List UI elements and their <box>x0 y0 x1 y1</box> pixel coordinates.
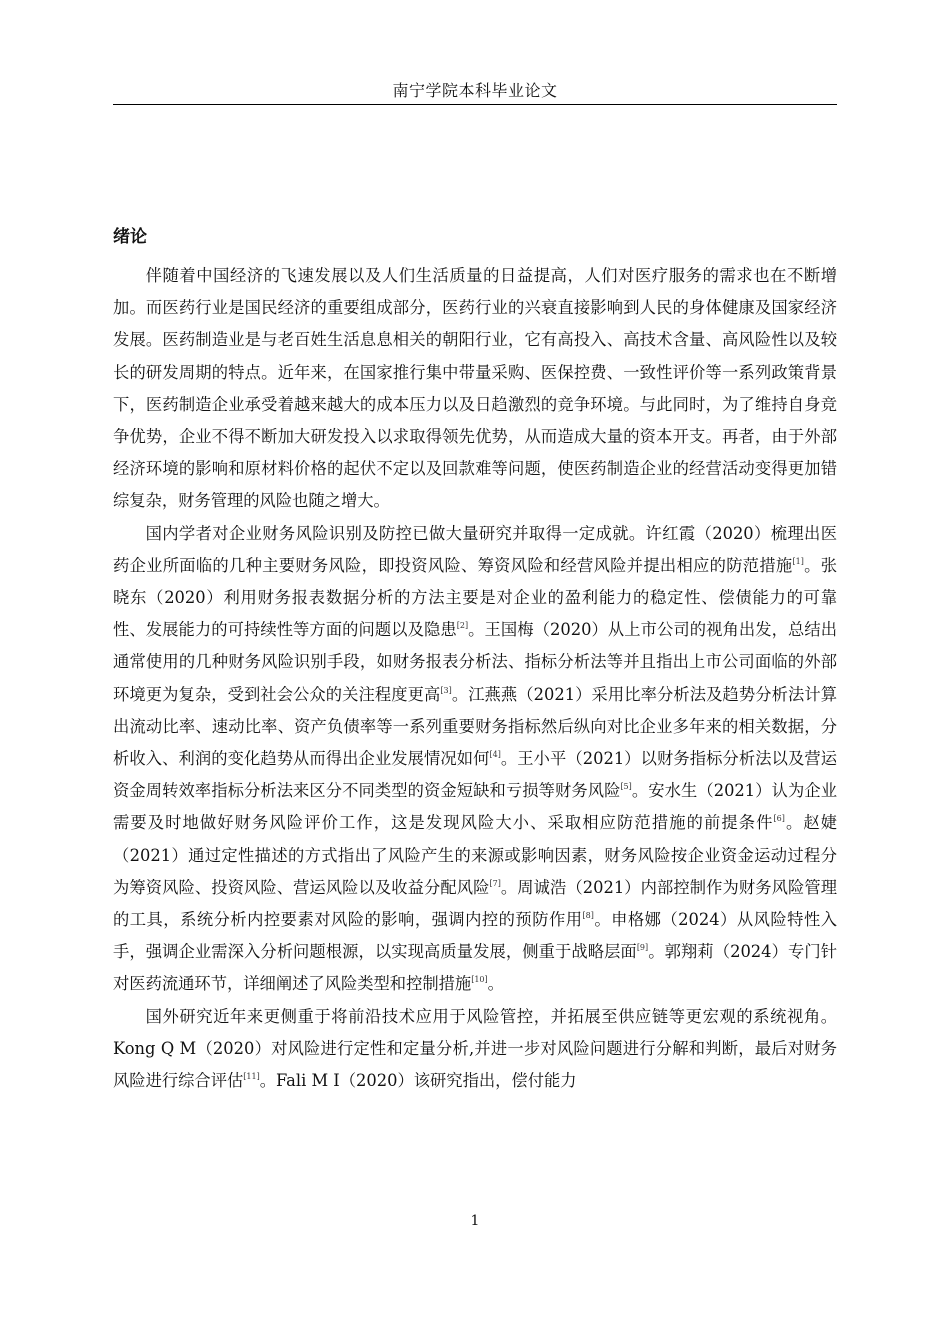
citation-ref: [2] <box>456 621 469 631</box>
citation-ref: [5] <box>620 782 632 792</box>
text-run: 。王国梅（2020）从上市公司的视角出发，总结出通常使用的几种财务风险识别手段，如财务报表分析法、指标分析法等并且指出上市公司面临的外部环境更为复杂，受到社会公众的关注程度更高 <box>113 620 837 704</box>
citation-ref: [6] <box>773 814 785 824</box>
text-run: 。申格娜（2024）从风险特性入手，强调企业需深入分析问题根源，以实现高质量发展，侧重于战略层面 <box>113 910 837 962</box>
paragraph <box>113 518 837 1001</box>
text-run: 。郭翔莉（2024）专门针对医药流通环节，详细阐述了风险类型和控制措施 <box>113 942 837 994</box>
header-rule <box>113 104 837 105</box>
paragraph <box>113 260 837 518</box>
citation-ref: [11] <box>243 1072 260 1082</box>
running-header: 南宁学院本科毕业论文 <box>392 81 558 100</box>
citation-ref: [1] <box>792 556 804 566</box>
section-title: 绪论 <box>113 227 147 247</box>
citation-ref: [8] <box>582 911 594 921</box>
text-run: 国外研究近年来更侧重于将前沿技术应用于风险管控，并拓展至供应链等更宏观的系统视角。Kong Q M（2020）对风险进行定性和定量分析,并进一步对风险问题进行分解和判断，最后对财务风险进行综合评估 <box>113 1006 837 1091</box>
citation-ref: [3] <box>440 685 452 695</box>
page-number: 1 <box>470 1213 480 1229</box>
text-run: 。 <box>487 974 504 994</box>
text-run: 国内学者对企业财务风险识别及防控已做大量研究并取得一定成就。许红霞（2020）梳理出医药企业所面临的几种主要财务风险，即投资风险、筹资风险和经营风险并提出相应的防范措施 <box>113 523 837 575</box>
text-run: 。江燕燕（2021）采用比率分析法及趋势分析法计算出流动比率、速动比率、资产负债率等一系列重要财务指标然后纵向对比企业多年来的相关数据，分析收入、利润的变化趋势从而得出企业发展情况如何 <box>113 684 838 769</box>
citation-ref: [10] <box>471 975 488 985</box>
paragraph <box>113 1001 837 1098</box>
body-text <box>113 260 837 1097</box>
text-run: 伴随着中国经济的飞速发展以及人们生活质量的日益提高，人们对医疗服务的需求也在不断增加。而医药行业是国民经济的重要组成部分，医药行业的兴衰直接影响到人民的身体健康及国家经济发展。医药制造业是与老百姓生活息息相关的朝阳行业，它有高投入、高技术含量、高风险性以及较长的研发周期的特点。近年来，在国家推行集中带量采购、医保控费、一致性评价等一系列政策背景下，医药制造企业承受着越来越大的成本压力以及日趋激烈的竞争环境。与此同时，为了维持自身竞争优势，企业不得不断加大研发投入以求取得领先优势，从而造成大量的资本开支。再者，由于外部经济环境的影响和原材料价格的起伏不定以及回款难等问题，使医药制造企业的经营活动变得更加错综复杂，财务管理的风险也随之增大。 <box>113 266 837 511</box>
text-run: 。安水生（2021）认为企业需要及时地做好财务风险评价工作，这是发现风险大小、采取相应防范措施的前提条件 <box>113 781 837 833</box>
text-run: 。Fali M I（2020）该研究指出，偿付能力 <box>259 1071 577 1091</box>
citation-ref: [7] <box>489 878 501 888</box>
text-run: 。张晓东（2020）利用财务报表数据分析的方法主要是对企业的盈利能力的稳定性、偿债能力的可靠性、发展能力的可持续性等方面的问题以及隐患 <box>113 555 837 640</box>
text-run: 。周诚浩（2021）内部控制作为财务风险管理的工具，系统分析内控要素对风险的影响，强调内控的预防作用 <box>113 877 837 930</box>
citation-ref: [9] <box>636 943 649 953</box>
text-run: 。赵婕（2021）通过定性描述的方式指出了风险产生的来源或影响因素，财务风险按企业资金运动过程分为筹资风险、投资风险、营运风险以及收益分配风险 <box>113 813 837 897</box>
citation-ref: [4] <box>489 750 501 760</box>
text-run: 。王小平（2021）以财务指标分析法以及营运资金周转效率指标分析法来区分不同类型的资金短缺和亏损等财务风险 <box>113 749 837 801</box>
